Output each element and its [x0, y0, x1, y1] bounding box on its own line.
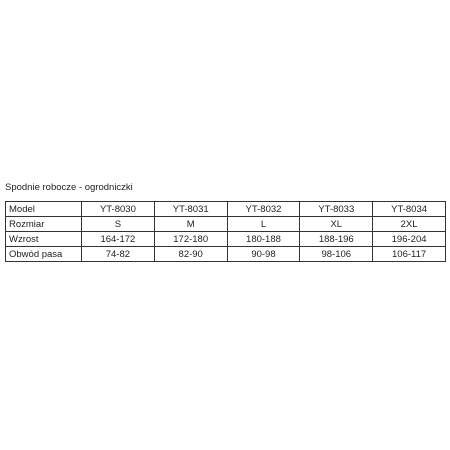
model-cell: YT-8034 — [373, 202, 446, 217]
model-cell: YT-8033 — [300, 202, 373, 217]
height-cell: 172-180 — [154, 232, 227, 247]
row-label-height: Wzrost — [6, 232, 82, 247]
size-cell: S — [82, 217, 155, 232]
row-label-waist: Obwód pasa — [6, 247, 82, 262]
table-row-model — [6, 202, 446, 217]
model-cell: YT-8031 — [154, 202, 227, 217]
height-cell: 180-188 — [227, 232, 300, 247]
model-cell: YT-8032 — [227, 202, 300, 217]
height-cell: 196-204 — [373, 232, 446, 247]
size-cell: M — [154, 217, 227, 232]
waist-cell: 82-90 — [154, 247, 227, 262]
size-table — [5, 201, 446, 262]
row-label-model: Model — [6, 202, 82, 217]
waist-cell: 106-117 — [373, 247, 446, 262]
table-caption: Spodnie robocze - ogrodniczki — [5, 182, 133, 193]
size-cell: 2XL — [373, 217, 446, 232]
size-cell: L — [227, 217, 300, 232]
waist-cell: 90-98 — [227, 247, 300, 262]
size-cell: XL — [300, 217, 373, 232]
model-cell: YT-8030 — [82, 202, 155, 217]
table-row-waist — [6, 247, 446, 262]
height-cell: 164-172 — [82, 232, 155, 247]
table-row-height — [6, 232, 446, 247]
table-row-size — [6, 217, 446, 232]
height-cell: 188-196 — [300, 232, 373, 247]
row-label-size: Rozmiar — [6, 217, 82, 232]
waist-cell: 74-82 — [82, 247, 155, 262]
waist-cell: 98-106 — [300, 247, 373, 262]
